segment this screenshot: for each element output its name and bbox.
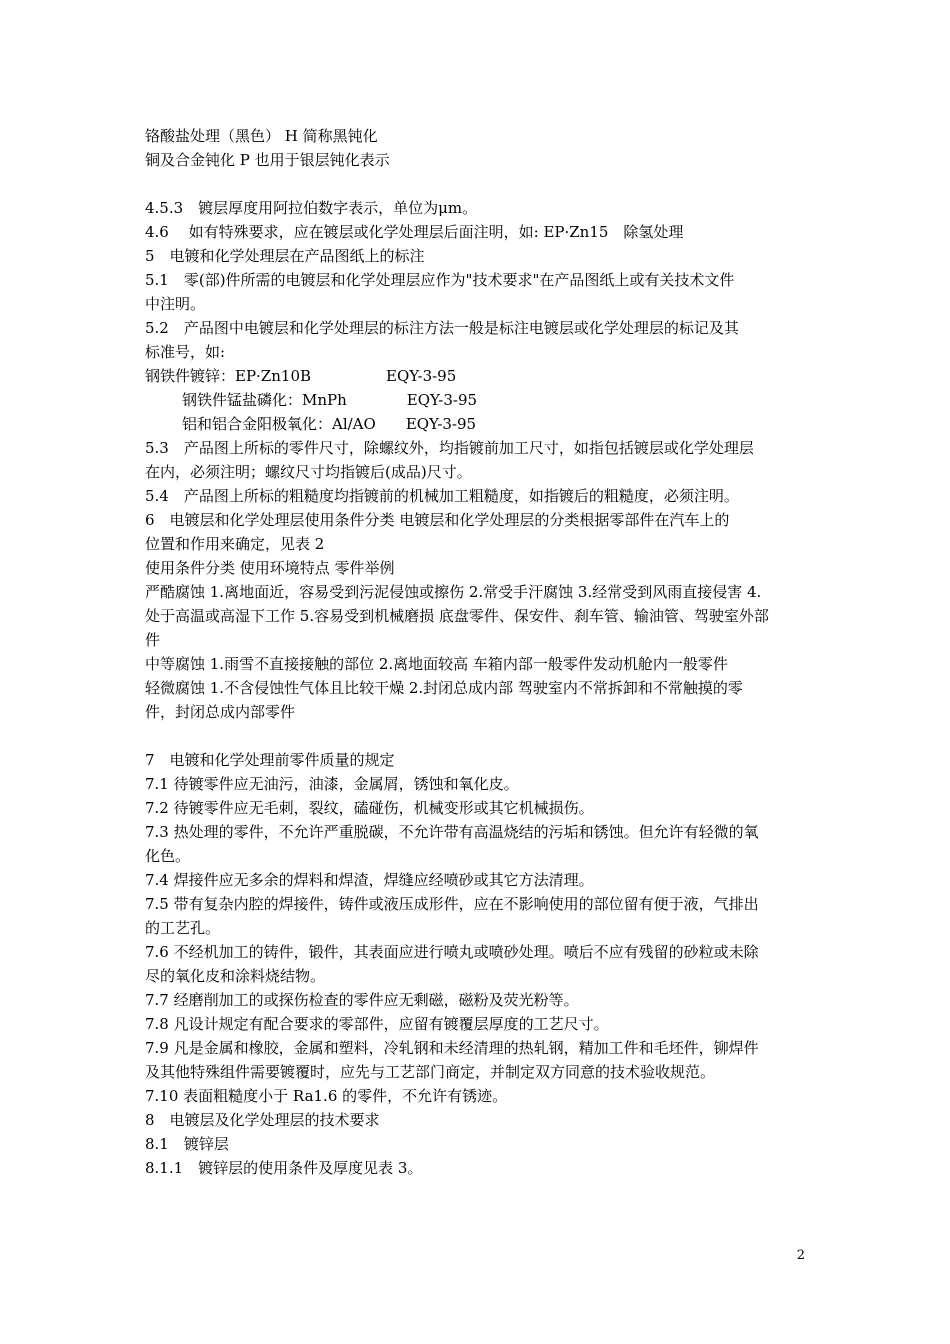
blank-line bbox=[145, 172, 810, 196]
table-row-line: 件 bbox=[145, 631, 161, 649]
text-line: 5.1 零(部)件所需的电镀层和化学处理层应作为"技术要求"在产品图纸上或有关技术文件 bbox=[145, 271, 735, 289]
example-line: 钢铁件镀锌：EP·Zn10B EQY-3-95 bbox=[145, 367, 457, 385]
text-line: 7.2 待镀零件应无毛刺，裂纹，磕碰伤，机械变形或其它机械损伤。 bbox=[145, 799, 594, 817]
text-line: 5.4 产品图上所标的粗糙度均指镀前的机械加工粗糙度，如指镀后的粗糙度，必须注明。 bbox=[145, 487, 739, 505]
text-line: 标准号，如: bbox=[145, 343, 226, 361]
text-line: 铬酸盐处理（黑色） H 简称黑钝化 bbox=[145, 127, 378, 145]
section-heading: 8 电镀层及化学处理层的技术要求 bbox=[145, 1111, 380, 1129]
text-line: 7.10 表面粗糙度小于 Ra1.6 的零件，不允许有锈迹。 bbox=[145, 1087, 508, 1105]
text-line: 5.3 产品图上所标的零件尺寸，除螺纹外，均指镀前加工尺寸，如指包括镀层或化学处理层 bbox=[145, 439, 754, 457]
page-number: 2 bbox=[796, 1248, 805, 1263]
example-line: 钢铁件锰盐磷化：MnPh EQY-3-95 bbox=[182, 391, 478, 409]
text-line: 8.1 镀锌层 bbox=[145, 1135, 229, 1153]
text-line: 7.6 不经机加工的铸件，锻件，其表面应进行喷丸或喷砂处理。喷后不应有残留的砂粒或未除 bbox=[145, 943, 759, 961]
blank-line bbox=[145, 724, 810, 748]
section-heading: 6 电镀层和化学处理层使用条件分类 电镀层和化学处理层的分类根据零部件在汽车上的 bbox=[145, 511, 730, 529]
text-line: 7.3 热处理的零件，不允许严重脱碳，不允许带有高温烧结的污垢和锈蚀。但允许有轻微的氧 bbox=[145, 823, 759, 841]
text-line: 位置和作用来确定，见表 2 bbox=[145, 535, 325, 553]
table-header-line: 使用条件分类 使用环境特点 零件举例 bbox=[145, 559, 395, 577]
text-line: 8.1.1 镀锌层的使用条件及厚度见表 3。 bbox=[145, 1159, 423, 1177]
document-body bbox=[145, 124, 810, 1180]
table-row-line: 中等腐蚀 1.雨雪不直接接触的部位 2.离地面较高 车箱内部一般零件发动机舱内一般零件 bbox=[145, 655, 728, 673]
text-line: 4.6 如有特殊要求，应在镀层或化学处理层后面注明，如: EP·Zn15 除氢处理 bbox=[145, 223, 684, 241]
table-row-line: 轻微腐蚀 1.不含侵蚀性气体且比较干燥 2.封闭总成内部 驾驶室内不常拆卸和不常触摸的零 bbox=[145, 679, 743, 697]
text-line: 的工艺孔。 bbox=[145, 919, 221, 937]
text-line: 在内，必须注明；螺纹尺寸均指镀后(成品)尺寸。 bbox=[145, 463, 472, 481]
section-heading: 5 电镀和化学处理层在产品图纸上的标注 bbox=[145, 247, 425, 265]
text-line: 7.1 待镀零件应无油污，油漆，金属屑，锈蚀和氧化皮。 bbox=[145, 775, 519, 793]
text-line: 7.5 带有复杂内腔的焊接件，铸件或液压成形件，应在不影响使用的部位留有便于液，气排出 bbox=[145, 895, 759, 913]
text-line: 铜及合金钝化 P 也用于银层钝化表示 bbox=[145, 151, 390, 169]
text-line: 尽的氧化皮和涂料烧结物。 bbox=[145, 967, 326, 985]
table-row-line: 件，封闭总成内部零件 bbox=[145, 703, 296, 721]
text-line: 及其他特殊组件需要镀覆时，应先与工艺部门商定，并制定双方同意的技术验收规范。 bbox=[145, 1063, 716, 1081]
text-line: 化色。 bbox=[145, 847, 191, 865]
example-line: 铝和铝合金阳极氧化：Al/AO EQY-3-95 bbox=[182, 415, 477, 433]
table-row-line: 严酷腐蚀 1.离地面近，容易受到污泥侵蚀或擦伤 2.常受手汗腐蚀 3.经常受到风雨直接侵害 4. bbox=[145, 583, 762, 601]
text-line: 7.7 经磨削加工的或探伤检查的零件应无剩磁，磁粉及荧光粉等。 bbox=[145, 991, 579, 1009]
text-line: 7.8 凡设计规定有配合要求的零部件，应留有镀覆层厚度的工艺尺寸。 bbox=[145, 1015, 609, 1033]
text-line: 中注明。 bbox=[145, 295, 206, 313]
text-line: 7.9 凡是金属和橡胶，金属和塑料，冷轧钢和未经清理的热轧钢，精加工件和毛坯件，铆焊件 bbox=[145, 1039, 759, 1057]
table-row-line: 处于高温或高湿下工作 5.容易受到机械磨损 底盘零件、保安件、刹车管、输油管、驾驶室外部 bbox=[145, 607, 769, 625]
text-line: 7.4 焊接件应无多余的焊料和焊渣，焊缝应经喷砂或其它方法清理。 bbox=[145, 871, 594, 889]
section-heading: 7 电镀和化学处理前零件质量的规定 bbox=[145, 751, 395, 769]
text-line: 4.5.3 镀层厚度用阿拉伯数字表示，单位为μm。 bbox=[145, 199, 478, 217]
text-line: 5.2 产品图中电镀层和化学处理层的标注方法一般是标注电镀层或化学处理层的标记及其 bbox=[145, 319, 739, 337]
